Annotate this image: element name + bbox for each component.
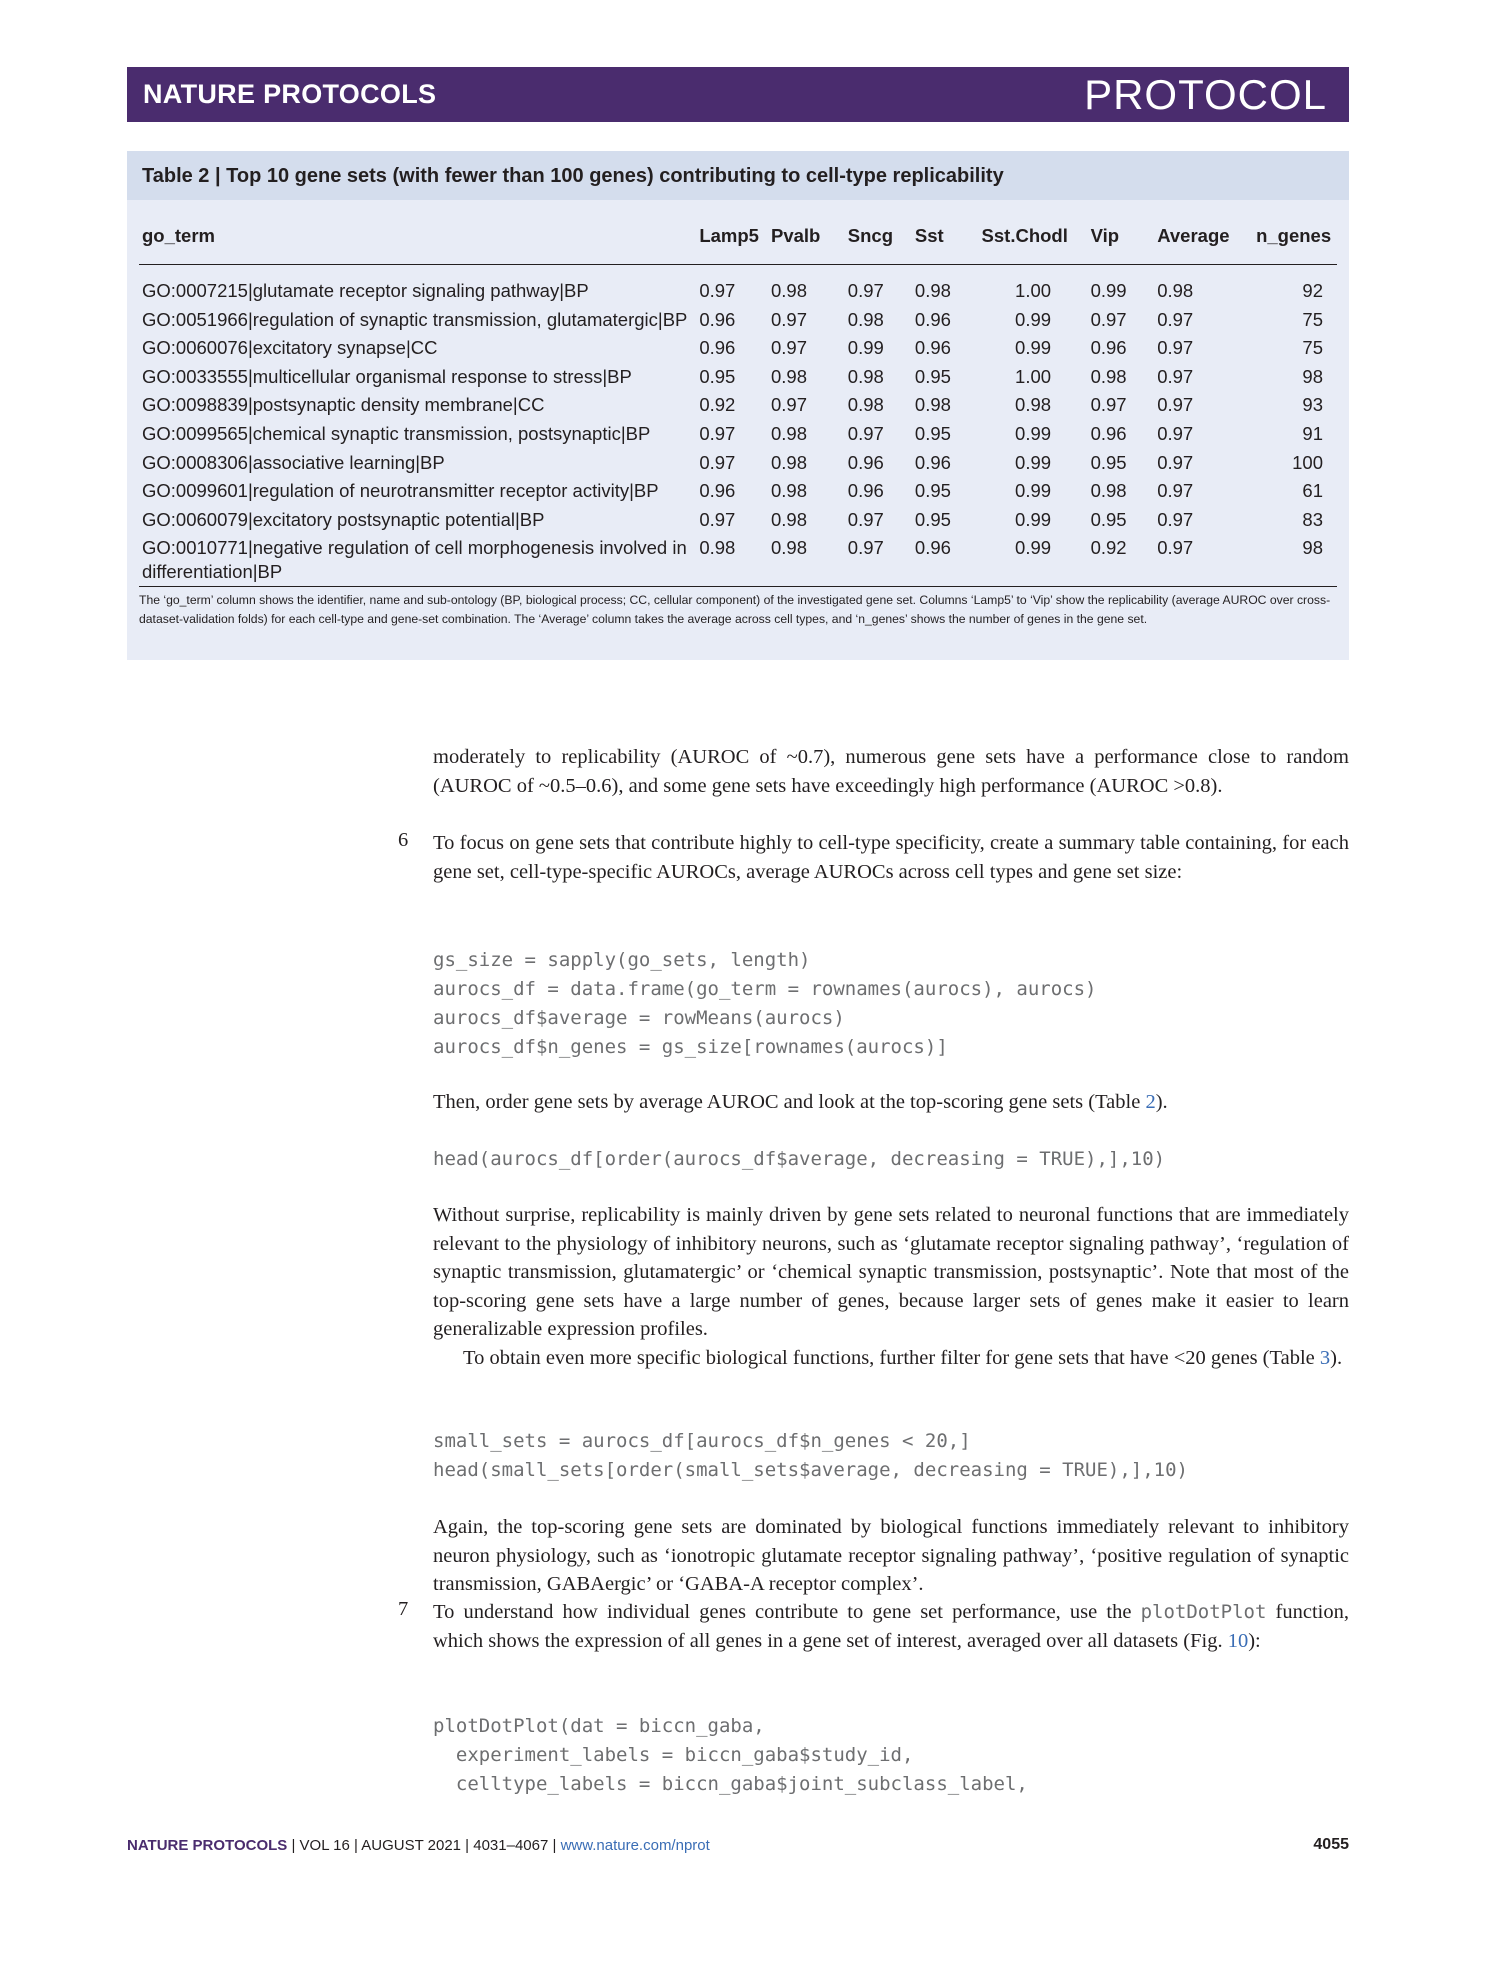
col-header: go_term (139, 208, 696, 265)
value-cell: 0.97 (1157, 451, 1194, 473)
go-term-cell: GO:0098839|postsynaptic density membrane|CC (142, 394, 545, 416)
step-number: 6 (398, 829, 409, 851)
value-cell: 0.98 (847, 308, 884, 330)
table-body (139, 265, 1337, 587)
value-cell: 0.96 (914, 308, 951, 330)
value-cell: 0.97 (699, 451, 736, 473)
go-term-cell: GO:0099601|regulation of neurotransmitter receptor activity|BP (142, 480, 659, 502)
value-cell: 0.97 (699, 508, 736, 530)
figure-ref-link[interactable]: 10 (1227, 1629, 1249, 1652)
table-row (139, 536, 1337, 587)
value-cell: 100 (1292, 451, 1323, 473)
value-cell: 75 (1302, 337, 1323, 359)
col-header: Vip (1088, 208, 1155, 265)
value-cell: 0.97 (1157, 394, 1194, 416)
value-cell: 0.99 (979, 536, 1088, 587)
value-cell: 0.99 (1015, 451, 1052, 473)
go-term-cell: GO:0060079|excitatory postsynaptic potential|BP (142, 508, 545, 530)
value-cell: 0.96 (847, 480, 884, 502)
body-paragraph: Then, order gene sets by average AUROC and look at the top-scoring gene sets (Table 2). (433, 1091, 1168, 1113)
value-cell: 0.95 (914, 480, 951, 502)
value-cell: 0.98 (914, 280, 951, 301)
go-term-cell: GO:0060076|excitatory synapse|CC (142, 337, 438, 359)
value-cell: 0.97 (1157, 337, 1194, 359)
value-cell: 0.95 (914, 508, 951, 530)
table-caption-bar (127, 151, 1349, 200)
value-cell: 0.99 (847, 337, 884, 359)
value-cell: 0.98 (914, 394, 951, 416)
value-cell: 0.98 (770, 422, 807, 444)
section-label: PROTOCOL (1084, 71, 1327, 118)
col-header: Average (1154, 208, 1253, 265)
value-cell: 0.97 (1154, 536, 1253, 587)
go-term-cell: GO:0010771|negative regulation of cell morphogenesis involved in differentiation|BP (139, 536, 696, 587)
table-row (139, 393, 1337, 422)
value-cell: 0.96 (699, 337, 736, 359)
table-row (139, 279, 1337, 308)
table-ref-link[interactable]: 3 (1319, 1347, 1331, 1369)
value-cell: 0.98 (770, 480, 807, 502)
value-cell: 0.96 (699, 480, 736, 502)
body-paragraph: Without surprise, replicability is mainly driven by gene sets related to neuronal functions that are immediately relevant to the physiology of inhibitory neurons, such as ‘glutamate receptor signaling pathway’, ‘regulation of synaptic transmission, glutamatergic’ or ‘chemical synaptic transmission, postsynaptic’. Note that most of the top-scoring gene sets have a large number of genes, because larger sets of genes make it easier to learn generalizable expression profiles. (433, 1204, 1349, 1340)
value-cell: 0.97 (847, 280, 884, 301)
value-cell: 0.95 (1090, 451, 1127, 473)
value-cell: 0.97 (847, 422, 884, 444)
value-cell: 0.96 (914, 451, 951, 473)
go-term-cell: GO:0008306|associative learning|BP (142, 451, 445, 473)
value-cell: 0.98 (768, 536, 845, 587)
value-cell: 0.97 (1157, 508, 1194, 530)
table-footnote: The ‘go_term’ column shows the identifier, name and sub-ontology (BP, biological process; CC, cellular component) of the investigated gene set. Columns ‘Lamp5’ to ‘Vip’ show the replicability (average AUROC over cross-dataset-validation folds) for each cell-type and gene-set combination. The ‘Average’ column takes the average across cell types, and ‘n_genes’ shows the number of genes in the gene set. (139, 593, 1331, 626)
col-header: n_genes (1253, 208, 1337, 265)
value-cell: 91 (1302, 422, 1323, 444)
value-cell: 0.97 (1090, 308, 1127, 330)
step-6-text: To focus on gene sets that contribute highly to cell-type specificity, create a summary table containing, for each gene set, cell-type-specific AUROCs, average AUROCs across cell types and gene set size: (433, 832, 1349, 883)
value-cell: 0.97 (699, 422, 736, 444)
go-term-cell: GO:0007215|glutamate receptor signaling pathway|BP (142, 280, 589, 301)
step-number: 7 (398, 1598, 409, 1620)
value-cell: 0.98 (1090, 365, 1127, 387)
table-header-row (139, 208, 1337, 265)
value-cell: 1.00 (1015, 365, 1052, 387)
value-cell: 0.97 (1090, 394, 1127, 416)
value-cell: 0.95 (914, 365, 951, 387)
col-header: Sst (912, 208, 979, 265)
go-term-cell: GO:0051966|regulation of synaptic transmission, glutamatergic|BP (142, 308, 688, 330)
value-cell: 0.96 (1090, 337, 1127, 359)
journal-title: NATURE PROTOCOLS (143, 79, 437, 109)
body-paragraph: To obtain even more specific biological functions, further filter for gene sets that have <20 genes (Table 3). (463, 1347, 1343, 1369)
code-block: gs_size = sapply(go_sets, length) aurocs_df = data.frame(go_term = rownames(aurocs), aurocs) aurocs_df$average = rowMeans(aurocs) aurocs_df$n_genes = gs_size[rownames(aurocs)] (433, 949, 1097, 1058)
value-cell: 0.98 (770, 280, 807, 301)
footer-citation: NATURE PROTOCOLS | VOL 16 | AUGUST 2021 | 4031–4067 | www.nature.com/nprot (127, 1837, 710, 1854)
value-cell: 83 (1302, 508, 1323, 530)
value-cell: 0.96 (1090, 422, 1127, 444)
col-header: Lamp5 (696, 208, 768, 265)
value-cell: 0.99 (1015, 337, 1052, 359)
value-cell: 0.95 (1090, 508, 1127, 530)
value-cell: 0.98 (1015, 394, 1052, 416)
col-header: Sncg (845, 208, 912, 265)
page-number: 4055 (1313, 1836, 1349, 1853)
value-cell: 0.97 (1157, 365, 1194, 387)
table-ref-link[interactable]: 2 (1145, 1091, 1156, 1113)
value-cell: 0.92 (1088, 536, 1155, 587)
table-row (139, 365, 1337, 394)
body-paragraph: moderately to replicability (AUROC of ~0.7), numerous gene sets have a performance close to random (AUROC of ~0.5–0.6), and some gene sets have exceedingly high performance (AUROC >0.8). (433, 746, 1349, 797)
value-cell: 98 (1302, 365, 1323, 387)
value-cell: 0.99 (1015, 422, 1052, 444)
value-cell: 0.95 (914, 422, 951, 444)
code-block: head(aurocs_df[order(aurocs_df$average, decreasing = TRUE),],10) (433, 1148, 1166, 1170)
value-cell: 0.97 (1157, 308, 1194, 330)
value-cell: 75 (1302, 308, 1323, 330)
value-cell: 0.96 (914, 337, 951, 359)
table-caption: Table 2 | Top 10 gene sets (with fewer than 100 genes) contributing to cell-type replicability (142, 165, 1004, 187)
table-row (139, 336, 1337, 365)
col-header: Pvalb (768, 208, 845, 265)
value-cell: 0.95 (699, 365, 736, 387)
value-cell: 0.97 (1157, 422, 1194, 444)
journal-header (127, 67, 1349, 122)
inline-code: plotDotPlot (1140, 1601, 1267, 1623)
value-cell: 92 (1302, 280, 1323, 301)
table-row (139, 508, 1337, 537)
value-cell: 0.96 (847, 451, 884, 473)
value-cell: 0.97 (1157, 480, 1194, 502)
table-row (139, 308, 1337, 337)
value-cell: 93 (1302, 394, 1323, 416)
value-cell: 0.99 (1090, 280, 1127, 301)
table-row (139, 479, 1337, 508)
go-term-cell: GO:0099565|chemical synaptic transmission, postsynaptic|BP (142, 422, 651, 444)
value-cell: 0.98 (847, 394, 884, 416)
code-block: plotDotPlot(dat = biccn_gaba, experiment_labels = biccn_gaba$study_id, celltype_labels = biccn_gaba$joint_subclass_label, (433, 1715, 1028, 1795)
value-cell: 0.98 (1090, 480, 1127, 502)
code-block: small_sets = aurocs_df[aurocs_df$n_genes < 20,] head(small_sets[order(small_sets$average, decreasing = TRUE),],10) (433, 1430, 1188, 1481)
journal-url-link[interactable]: www.nature.com/nprot (560, 1837, 710, 1854)
col-header: Sst.Chodl (979, 208, 1088, 265)
gene-set-table (139, 208, 1337, 587)
value-cell: 0.99 (1015, 308, 1052, 330)
body-paragraph: Again, the top-scoring gene sets are dominated by biological functions immediately relevant to inhibitory neuron physiology, such as ‘ionotropic glutamate receptor signaling pathway’, ‘positive regulation of synaptic transmission, GABAergic’ or ‘GABA-A receptor complex’. (433, 1516, 1349, 1595)
table-row (139, 451, 1337, 480)
value-cell: 0.98 (770, 365, 807, 387)
value-cell: 0.98 (770, 508, 807, 530)
value-cell: 0.97 (699, 280, 736, 301)
value-cell: 0.97 (770, 394, 807, 416)
value-cell: 0.92 (699, 394, 736, 416)
value-cell: 61 (1302, 480, 1323, 502)
step-7-text: To understand how individual genes contribute to gene set performance, use the plotDotPlot function, which shows the expression of all genes in a gene set of interest, averaged over all datasets (Fig. 10): (433, 1601, 1349, 1652)
value-cell: 0.98 (847, 365, 884, 387)
value-cell: 0.97 (847, 508, 884, 530)
value-cell: 0.98 (770, 451, 807, 473)
value-cell: 0.96 (912, 536, 979, 587)
footer-journal: NATURE PROTOCOLS (127, 1837, 288, 1854)
value-cell: 0.97 (770, 337, 807, 359)
value-cell: 0.96 (699, 308, 736, 330)
value-cell: 0.99 (1015, 480, 1052, 502)
value-cell: 0.99 (1015, 508, 1052, 530)
value-cell: 0.98 (1157, 280, 1194, 301)
table-2 (127, 151, 1349, 660)
value-cell: 0.98 (696, 536, 768, 587)
value-cell: 1.00 (1015, 280, 1052, 301)
value-cell: 0.97 (770, 308, 807, 330)
value-cell: 0.97 (845, 536, 912, 587)
table-row (139, 422, 1337, 451)
go-term-cell: GO:0033555|multicellular organismal response to stress|BP (142, 365, 632, 387)
value-cell: 98 (1253, 536, 1337, 587)
